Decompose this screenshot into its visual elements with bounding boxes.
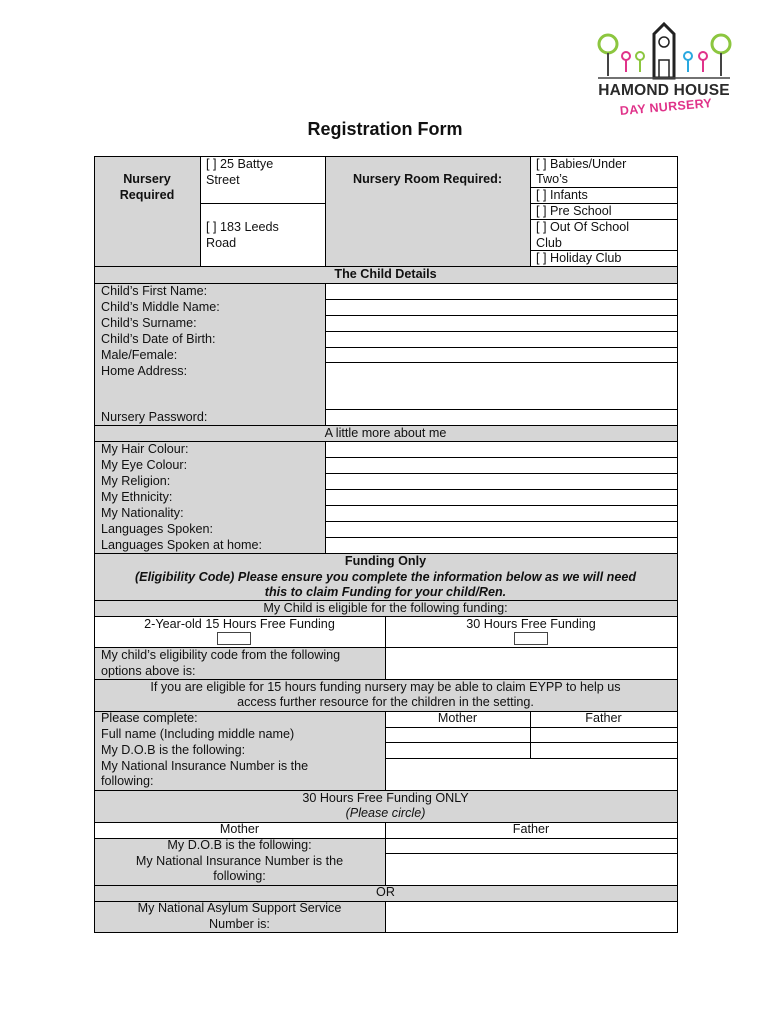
or-separator: OR bbox=[376, 885, 395, 899]
thirty-dob-field[interactable] bbox=[386, 839, 677, 853]
child-details-header: The Child Details bbox=[334, 267, 437, 281]
mother-dob-field[interactable] bbox=[386, 743, 530, 758]
eye-colour-field[interactable] bbox=[326, 458, 677, 473]
thirty-ni-field[interactable] bbox=[386, 854, 677, 885]
funding-header: Funding Only bbox=[344, 554, 427, 568]
please-circle-note: (Please circle) bbox=[345, 806, 426, 820]
label-eye-colour: My Eye Colour: bbox=[101, 458, 188, 472]
funding-subheader-line1: (Eligibility Code) Please ensure you complete the information below as we will need bbox=[134, 570, 637, 584]
label-first-name: Child’s First Name: bbox=[101, 284, 208, 298]
nursery-option-battye[interactable]: [ ] 25 Battye bbox=[206, 157, 274, 171]
label-parent-dob: My D.O.B is the following: bbox=[101, 743, 246, 757]
nursery-room-label: Nursery Room Required: bbox=[352, 172, 503, 186]
please-complete-label: Please complete: bbox=[101, 711, 198, 725]
label-ni-number-1: My National Insurance Number is the bbox=[101, 759, 309, 773]
room-option-babies-line2: Two’s bbox=[536, 172, 568, 186]
nationality-field[interactable] bbox=[326, 506, 677, 521]
thirty-father-option[interactable]: Father bbox=[512, 822, 550, 836]
nursery-password-field[interactable] bbox=[326, 410, 677, 425]
eligibility-code-field[interactable] bbox=[386, 648, 677, 679]
thirty-ni-label-2: following: bbox=[213, 869, 266, 883]
more-about-me-header: A little more about me bbox=[324, 426, 447, 440]
label-nursery-password: Nursery Password: bbox=[101, 410, 208, 424]
label-full-name: Full name (Including middle name) bbox=[101, 727, 295, 741]
first-name-field[interactable] bbox=[326, 284, 677, 299]
thirty-dob-label: My D.O.B is the following: bbox=[167, 838, 312, 852]
option-30-hours: 30 Hours Free Funding bbox=[466, 617, 596, 631]
thirty-hours-header: 30 Hours Free Funding ONLY bbox=[302, 791, 469, 805]
room-option-out-of-school[interactable]: [ ] Out Of School bbox=[536, 220, 630, 234]
funding-subheader-line2: this to claim Funding for your child/Ren. bbox=[264, 585, 507, 599]
nass-label-1: My National Asylum Support Service bbox=[137, 901, 342, 915]
label-gender: Male/Female: bbox=[101, 348, 178, 362]
nursery-required-label-1: Nursery bbox=[123, 172, 171, 186]
label-home-address: Home Address: bbox=[101, 364, 188, 378]
ethnicity-field[interactable] bbox=[326, 490, 677, 505]
eypp-text-line1: If you are eligible for 15 hours funding nursery may be able to claim EYPP to help us bbox=[150, 680, 621, 694]
hair-colour-field[interactable] bbox=[326, 442, 677, 457]
nass-number-field[interactable] bbox=[386, 902, 677, 932]
nursery-required-label-2: Required bbox=[119, 188, 175, 202]
father-column-header: Father bbox=[585, 711, 622, 725]
room-option-preschool[interactable]: [ ] Pre School bbox=[536, 204, 612, 218]
option-2-year-15-hours: 2-Year-old 15 Hours Free Funding bbox=[144, 617, 335, 631]
label-surname: Child’s Surname: bbox=[101, 316, 197, 330]
nursery-logo bbox=[588, 20, 740, 120]
nursery-option-battye-line2: Street bbox=[206, 173, 240, 187]
date-of-birth-field[interactable] bbox=[326, 332, 677, 347]
middle-name-field[interactable] bbox=[326, 300, 677, 315]
surname-field[interactable] bbox=[326, 316, 677, 331]
nass-label-2: Number is: bbox=[209, 917, 270, 931]
room-option-holiday-club[interactable]: [ ] Holiday Club bbox=[536, 251, 622, 265]
label-ni-number-2: following: bbox=[101, 774, 154, 788]
page-title: Registration Form bbox=[307, 119, 463, 139]
checkbox-2-year-15-hours[interactable] bbox=[217, 632, 251, 645]
label-nationality: My Nationality: bbox=[101, 506, 184, 520]
father-full-name-field[interactable] bbox=[531, 728, 677, 742]
nursery-option-leeds[interactable]: [ ] 183 Leeds bbox=[206, 220, 279, 234]
checkbox-30-hours[interactable] bbox=[514, 632, 548, 645]
gender-field[interactable] bbox=[326, 348, 677, 362]
mother-full-name-field[interactable] bbox=[386, 728, 530, 742]
label-ethnicity: My Ethnicity: bbox=[101, 490, 173, 504]
ni-number-field[interactable] bbox=[386, 759, 677, 790]
label-hair-colour: My Hair Colour: bbox=[101, 442, 189, 456]
room-option-out-of-school-line2: Club bbox=[536, 236, 562, 250]
languages-home-field[interactable] bbox=[326, 538, 677, 553]
mother-column-header: Mother bbox=[437, 711, 478, 725]
father-dob-field[interactable] bbox=[531, 743, 677, 758]
languages-spoken-field[interactable] bbox=[326, 522, 677, 537]
label-religion: My Religion: bbox=[101, 474, 171, 488]
label-languages-home: Languages Spoken at home: bbox=[101, 538, 263, 552]
room-option-babies[interactable]: [ ] Babies/Under bbox=[536, 157, 627, 171]
thirty-mother-option[interactable]: Mother bbox=[219, 822, 260, 836]
label-middle-name: Child’s Middle Name: bbox=[101, 300, 220, 314]
nursery-option-leeds-line2: Road bbox=[206, 236, 237, 250]
eligibility-code-label-1: My child’s eligibility code from the following bbox=[101, 648, 341, 662]
logo-text-line2: DAY NURSERY bbox=[619, 95, 713, 119]
room-option-infants[interactable]: [ ] Infants bbox=[536, 188, 588, 202]
eligibility-code-label-2: options above is: bbox=[101, 664, 196, 678]
logo-text-line1: HAMOND HOUSE bbox=[598, 82, 730, 99]
home-address-field[interactable] bbox=[326, 363, 677, 409]
label-languages-spoken: Languages Spoken: bbox=[101, 522, 214, 536]
thirty-ni-label-1: My National Insurance Number is the bbox=[135, 854, 344, 868]
eligible-funding-label: My Child is eligible for the following funding: bbox=[263, 601, 508, 615]
eypp-text-line2: access further resource for the children in the setting. bbox=[237, 695, 534, 709]
label-date-of-birth: Child’s Date of Birth: bbox=[101, 332, 216, 346]
religion-field[interactable] bbox=[326, 474, 677, 489]
